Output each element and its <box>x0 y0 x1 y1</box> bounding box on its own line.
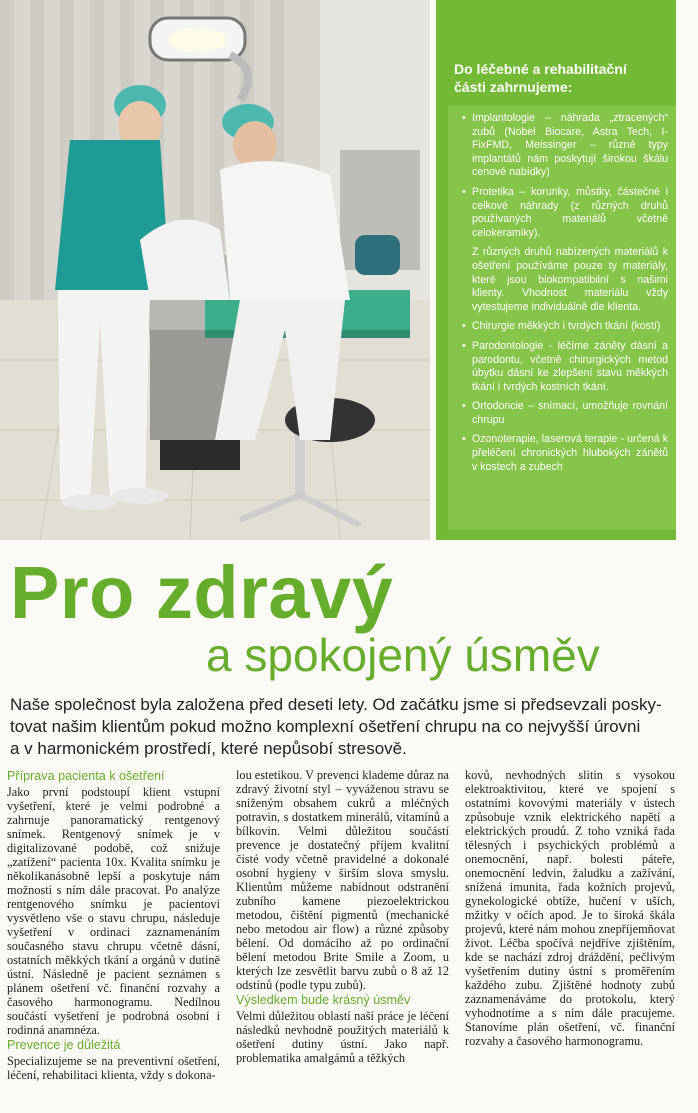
paragraph: lou estetikou. V prevenci klademe důraz na zdravý životní styl – vyváženou stravu se sníženým obsahem cukrů a mléčných potravin, s dostatkem minerálů, vitamínů a bílkovin. Velmi důležitou součástí prevence je dostatečný příjem kvalitní čisté vody včetně pravidelné a dokonalé osobní hygieny v širším slova smyslu. Klientům můžeme nabídnout odstranění zubního kamene piezoelektrickou metodou, čištění pigmentů (mechanické nebo metodou air flow) a různé způsoby bělení. Od domácího až po ordinační bělení metodou Brite Smile a Zoom, u kterých lze zesvětlit barvu zubů o 8 až 12 odstínů (podle typu zubů). <box>236 768 449 992</box>
section-heading: Výsledkem bude krásný úsměv <box>236 993 411 1007</box>
article-column-2 <box>236 768 449 1065</box>
paragraph: Velmi důležitou oblastí naší práce je léčení následků nevhodně použitých materiálů k ošetření dutiny ústní. Jako např. problematika amalgámů a těžkých <box>236 1009 449 1065</box>
panel-list-item: • Ortodoncie – snímací, umožňuje rovnání chrupu <box>462 400 668 427</box>
intro-paragraph <box>10 694 678 760</box>
panel-heading-line: části zahrnujeme: <box>454 79 573 95</box>
section-heading: Příprava pacienta k ošetření <box>7 769 165 783</box>
panel-list-item: Z různých druhů nabízených materiálů k ošetření používáme pouze ty materiály, které jsou biokompatibilní s našimi klienty. Vhodnost materiálu vždy vytestujeme individuálně dle klienta. <box>472 246 668 313</box>
article-column-1 <box>7 768 220 1082</box>
intro-line: Naše společnost byla založena před deseti lety. Od začátku jsme si předsevzali posky- <box>10 695 662 714</box>
intro-line: tovat našim klientům pokud možno komplexní ošetření chrupu na co nejvyšší úrovni <box>10 717 641 736</box>
headline-line2: a spokojený úsměv <box>206 629 600 681</box>
panel-heading <box>436 0 676 108</box>
panel-list <box>448 106 676 530</box>
dental-treatment-photo <box>0 0 430 540</box>
panel-heading-line: Do léčebné a rehabilitační <box>454 61 627 77</box>
panel-list-item: • Chirurgie měkkých i tvrdých tkání (kostí) <box>462 320 668 334</box>
panel-list-item: • Parodontologie - léčíme záněty dásní a parodontu, včetně chirurgických metod úbytku dásní ke zlepšení stavu měkkých tkání i tvrdých kostních tkání. <box>462 340 668 394</box>
panel-list-item: • Protetika – korunky, můstky, částečné i celkové náhrady (z různých druhů používaných materiálů včetně celokeramiky). <box>462 186 668 240</box>
panel-list-item: • Implantologie – náhrada „ztracených“ zubů (Nobel Biocare, Astra Tech, I-FixFMD, Meissinger – různé typy implantátů nám poskytují širokou škálu cenové nabídky) <box>462 112 668 180</box>
paragraph: Specializujeme se na preventivní ošetření, léčení, rehabilitaci klienta, vždy s dokona- <box>7 1054 220 1082</box>
treatment-info-panel <box>436 0 676 540</box>
section-heading: Prevence je důležitá <box>7 1038 121 1052</box>
panel-list-item: • Ozonoterapie, laserová terapie - určená k přeléčení chronických hlubokých zánětů v kostech a zubech <box>462 433 668 474</box>
headline-line1: Pro zdravý <box>10 551 394 634</box>
intro-line: a v harmonickém prostředí, které nepůsobí stresově. <box>10 739 407 758</box>
paragraph: kovů, nevhodných slitin s vysokou elektroaktivitou, které ve spojení s ostatními kovovými materiály v ústech způsobuje vznik elektrického napětí a elektrických proudů. Z toho vzniká řada tělesných i psychických problémů a onemocnění, např. bolesti páteře, onemocnění ledvin, žaludku a zažívání, snížená imunita, řada kožních projevů, gynekologické obtíže, hučení v uších, mžitky v očích apod. Je to široká škála projevů, které nám mohou znepříjemňovat život. Léčba spočívá nejdříve zjištěním, kde se nachází zdroj dráždění, pečlivým vyšetřením dutiny ústní s proměřením každého zubu. Zjištěné hodnoty zubů zaznamenáváme do protokolu, který vyhodnotíme a s ním dále pracujeme. Stanovíme plán ošetření, vč. finanční rozvahy a časového harmonogramu. <box>465 768 675 1048</box>
article-column-3 <box>465 768 675 1048</box>
paragraph: Jako první podstoupí klient vstupní vyšetření, které je velmi podrobné a zahrnuje panoramatický rentgenový snímek. Rentgenový snímek je v digitalizované podobě, což snižuje „zatížení“ pacienta 10x. Kvalita snímku je několikanásobně lepší a poskytuje nám možnosti s ním dále pracovat. Po analýze rentgenového snímku je pacientovi vysvětleno vše o stavu chrupu, následuje vyšetření v ordinaci zaznamenáním současného stavu chrupu včetně dásní, ostatních měkkých tkání a orgánů v dutině ústní. Následně je pacient seznámen s plánem ošetření vč. finanční rozvahy a časového harmonogramu. Nedílnou součástí vyšetření je podrobná osobní i rodinná anamnéza. <box>7 785 220 1037</box>
